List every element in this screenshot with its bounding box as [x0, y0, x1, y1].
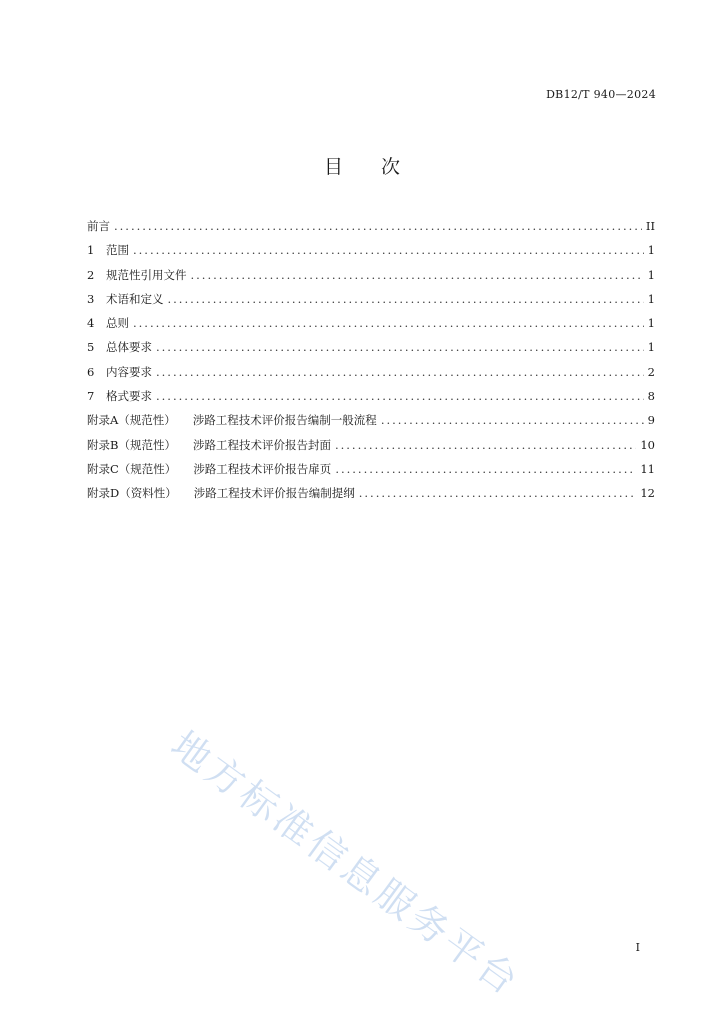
toc-dot-leader — [335, 438, 636, 452]
toc-entry-page: 1 — [647, 291, 655, 306]
toc-entry-page: II — [645, 219, 655, 233]
toc-dot-leader — [156, 340, 644, 354]
toc-entry-title: 总则 — [106, 316, 129, 331]
toc-entry-page: 10 — [640, 437, 655, 452]
toc-entry[interactable] — [87, 291, 655, 315]
watermark: 地方标准信息服务平台 — [163, 722, 529, 1006]
toc-entry-number: 4 — [87, 316, 95, 331]
toc-dot-leader — [191, 268, 644, 282]
title-char-2: 次 — [381, 156, 401, 178]
toc-dot-leader — [114, 219, 642, 233]
toc-entry-page: 1 — [647, 316, 655, 331]
toc-entry-number: 7 — [87, 389, 95, 404]
toc-entry[interactable] — [87, 461, 655, 485]
toc-entry-title: 术语和定义 — [106, 291, 164, 306]
page-title — [0, 152, 724, 179]
title-char-1: 目 — [323, 156, 343, 178]
toc-entry-page: 8 — [647, 389, 655, 404]
toc-entry-title: 范围 — [106, 243, 129, 258]
toc-entry-page: 2 — [647, 364, 655, 379]
toc-entry-page: 11 — [640, 461, 655, 476]
toc-entry[interactable] — [87, 412, 655, 436]
toc-dot-leader — [168, 292, 644, 306]
table-of-contents — [87, 218, 655, 510]
toc-entry-title: 涉路工程技术评价报告编制提纲 — [193, 486, 355, 501]
toc-entry-title: 涉路工程技术评价报告封面 — [192, 437, 331, 452]
toc-dot-leader — [335, 462, 636, 476]
toc-entry-prefix: 附录C（规范性） — [87, 461, 177, 476]
toc-entry[interactable] — [87, 315, 655, 339]
toc-entry[interactable] — [87, 218, 655, 242]
toc-dot-leader — [381, 413, 644, 427]
toc-entry-prefix: 附录D（资料性） — [87, 486, 177, 501]
page-number: I — [635, 941, 640, 954]
toc-entry-title: 涉路工程技术评价报告扉页 — [193, 461, 332, 476]
toc-entry[interactable] — [87, 388, 655, 412]
toc-entry-title: 格式要求 — [106, 389, 152, 404]
toc-entry-title: 规范性引用文件 — [106, 267, 187, 282]
toc-entry[interactable] — [87, 339, 655, 363]
toc-entry-title: 涉路工程技术评价报告编制一般流程 — [192, 413, 377, 428]
toc-dot-leader — [133, 243, 644, 257]
toc-dot-leader — [133, 316, 644, 330]
toc-entry[interactable] — [87, 242, 655, 266]
toc-entry[interactable] — [87, 485, 655, 509]
toc-entry-title: 内容要求 — [106, 364, 152, 379]
toc-entry-number: 2 — [87, 267, 95, 282]
standard-code: DB12/T 940—2024 — [546, 88, 656, 101]
toc-dot-leader — [359, 486, 637, 500]
toc-entry-number: 3 — [87, 291, 95, 306]
toc-entry-number: 5 — [87, 340, 95, 355]
toc-dot-leader — [156, 389, 644, 403]
toc-entry-page: 1 — [647, 267, 655, 282]
toc-entry-page: 1 — [647, 340, 655, 355]
toc-dot-leader — [156, 365, 644, 379]
toc-entry-prefix: 附录B（规范性） — [87, 437, 176, 452]
toc-entry[interactable] — [87, 364, 655, 388]
toc-entry-page: 9 — [647, 413, 655, 428]
toc-entry-prefix: 附录A（规范性） — [87, 413, 176, 428]
toc-entry-title: 前言 — [87, 219, 110, 233]
toc-entry-number: 6 — [87, 364, 95, 379]
toc-entry-page: 1 — [647, 243, 655, 258]
toc-entry[interactable] — [87, 437, 655, 461]
toc-entry-page: 12 — [640, 486, 655, 501]
toc-entry-number: 1 — [87, 243, 95, 258]
toc-entry-title: 总体要求 — [106, 340, 152, 355]
toc-entry[interactable] — [87, 267, 655, 291]
